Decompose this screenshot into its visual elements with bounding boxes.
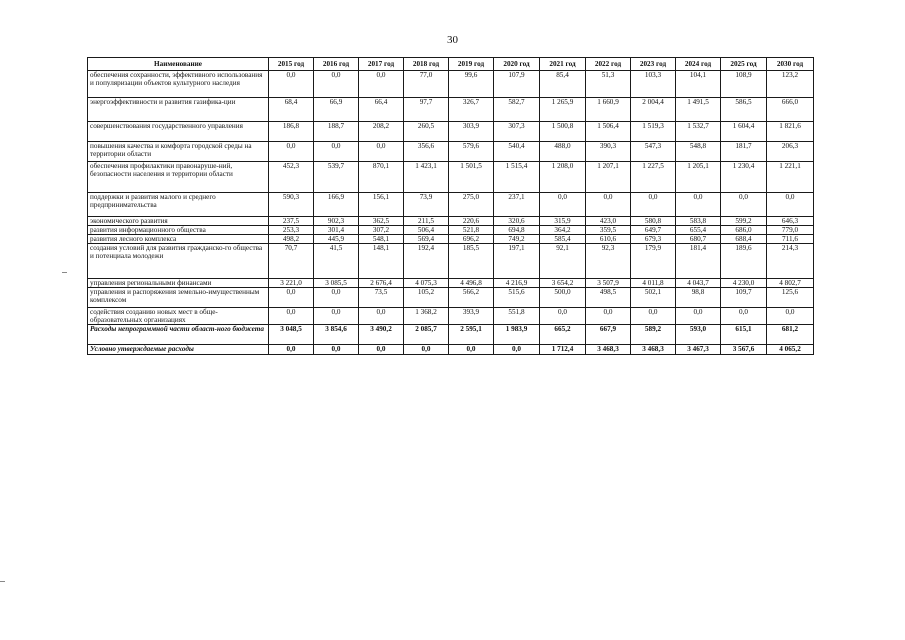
value-cell: 275,0	[449, 193, 494, 217]
value-cell: 548,8	[676, 142, 721, 162]
value-cell: 1 660,9	[586, 98, 631, 122]
value-cell: 125,6	[767, 288, 814, 308]
value-cell: 0,0	[314, 345, 359, 355]
value-cell: 73,5	[359, 288, 404, 308]
value-cell: 0,0	[767, 193, 814, 217]
value-cell: 551,8	[494, 308, 540, 325]
value-cell: 108,9	[721, 71, 767, 98]
value-cell: 681,2	[767, 325, 814, 345]
value-cell: 4 216,9	[494, 279, 540, 288]
value-cell: 0,0	[314, 71, 359, 98]
value-cell: 320,6	[494, 217, 540, 226]
value-cell: 148,1	[359, 244, 404, 279]
value-cell: 185,5	[449, 244, 494, 279]
value-cell: 105,2	[404, 288, 449, 308]
value-cell: 2 676,4	[359, 279, 404, 288]
value-cell: 0,0	[359, 308, 404, 325]
row-name-cell: управления региональными финансами	[88, 279, 269, 288]
value-cell: 189,6	[721, 244, 767, 279]
value-cell: 1 519,3	[631, 122, 676, 142]
value-cell: 566,2	[449, 288, 494, 308]
value-cell: 1 983,9	[494, 325, 540, 345]
value-cell: 667,9	[586, 325, 631, 345]
value-cell: 3 085,5	[314, 279, 359, 288]
value-cell: 0,0	[767, 308, 814, 325]
value-cell: 301,4	[314, 226, 359, 235]
value-cell: 1 515,4	[494, 162, 540, 193]
value-cell: 0,0	[269, 71, 314, 98]
value-cell: 179,9	[631, 244, 676, 279]
table-row	[88, 122, 814, 142]
value-cell: 253,3	[269, 226, 314, 235]
value-cell: 2 004,4	[631, 98, 676, 122]
row-name-cell: поддержки и развития малого и среднего предпринимательства	[88, 193, 269, 217]
value-cell: 390,3	[586, 142, 631, 162]
value-cell: 2 085,7	[404, 325, 449, 345]
table-row	[88, 162, 814, 193]
value-cell: 590,3	[269, 193, 314, 217]
value-cell: 666,0	[767, 98, 814, 122]
column-header-year: 2016 год	[314, 58, 359, 71]
row-name-cell: совершенствования государственного управления	[88, 122, 269, 142]
column-header-year: 2030 год	[767, 58, 814, 71]
value-cell: 92,1	[540, 244, 586, 279]
table-row	[88, 235, 814, 244]
value-cell: 0,0	[494, 345, 540, 355]
value-cell: 326,7	[449, 98, 494, 122]
value-cell: 181,4	[676, 244, 721, 279]
value-cell: 123,2	[767, 71, 814, 98]
value-cell: 0,0	[269, 288, 314, 308]
value-cell: 579,6	[449, 142, 494, 162]
value-cell: 70,7	[269, 244, 314, 279]
table-row	[88, 98, 814, 122]
value-cell: 539,7	[314, 162, 359, 193]
value-cell: 156,1	[359, 193, 404, 217]
value-cell: 85,4	[540, 71, 586, 98]
value-cell: 547,3	[631, 142, 676, 162]
value-cell: 181,7	[721, 142, 767, 162]
value-cell: 3 490,2	[359, 325, 404, 345]
value-cell: 3 567,6	[721, 345, 767, 355]
value-cell: 680,7	[676, 235, 721, 244]
value-cell: 1 205,1	[676, 162, 721, 193]
value-cell: 0,0	[359, 345, 404, 355]
budget-table	[87, 57, 814, 355]
column-header-year: 2017 год	[359, 58, 404, 71]
value-cell: 0,0	[314, 308, 359, 325]
value-cell: 260,5	[404, 122, 449, 142]
value-cell: 688,4	[721, 235, 767, 244]
row-name-cell: повышения качества и комфорта городской среды на территории области	[88, 142, 269, 162]
value-cell: 4 043,7	[676, 279, 721, 288]
value-cell: 694,8	[494, 226, 540, 235]
value-cell: 0,0	[314, 142, 359, 162]
value-cell: 1 500,8	[540, 122, 586, 142]
value-cell: 711,6	[767, 235, 814, 244]
table-row	[88, 226, 814, 235]
value-cell: 237,5	[269, 217, 314, 226]
value-cell: 1 532,7	[676, 122, 721, 142]
value-cell: 51,3	[586, 71, 631, 98]
value-cell: 220,6	[449, 217, 494, 226]
column-header-year: 2023 год	[631, 58, 676, 71]
value-cell: 0,0	[449, 345, 494, 355]
value-cell: 3 507,9	[586, 279, 631, 288]
value-cell: 0,0	[540, 308, 586, 325]
value-cell: 211,5	[404, 217, 449, 226]
table-row	[88, 244, 814, 279]
value-cell: 104,1	[676, 71, 721, 98]
table-row	[88, 217, 814, 226]
value-cell: 4 011,8	[631, 279, 676, 288]
value-cell: 1 821,6	[767, 122, 814, 142]
value-cell: 615,1	[721, 325, 767, 345]
value-cell: 92,3	[586, 244, 631, 279]
row-name-cell: экономического развития	[88, 217, 269, 226]
row-name-cell: обеспечения профилактики правонаруше-ний, безопасности населения и территории области	[88, 162, 269, 193]
value-cell: 3 654,2	[540, 279, 586, 288]
value-cell: 192,4	[404, 244, 449, 279]
value-cell: 0,0	[269, 345, 314, 355]
value-cell: 356,6	[404, 142, 449, 162]
value-cell: 0,0	[359, 71, 404, 98]
value-cell: 1 506,4	[586, 122, 631, 142]
row-name-cell: создания условий для развития гражданско-го общества и потенциала молодежи	[88, 244, 269, 279]
value-cell: 423,0	[586, 217, 631, 226]
value-cell: 1 221,1	[767, 162, 814, 193]
value-cell: 3 048,5	[269, 325, 314, 345]
row-name-cell: обеспечения сохранности, эффективного использования и популяризации объектов культурного наследия	[88, 71, 269, 98]
table-row	[88, 142, 814, 162]
row-name-cell: энергоэффективности и развития газифика-ции	[88, 98, 269, 122]
budget-table-container	[87, 57, 813, 355]
value-cell: 315,9	[540, 217, 586, 226]
column-header-year: 2022 год	[586, 58, 631, 71]
value-cell: 197,1	[494, 244, 540, 279]
value-cell: 4 802,7	[767, 279, 814, 288]
row-name-cell: управления и распоряжения земельно-имущественным комплексом	[88, 288, 269, 308]
row-name-cell: развития лесного комплекса	[88, 235, 269, 244]
value-cell: 307,3	[494, 122, 540, 142]
value-cell: 66,4	[359, 98, 404, 122]
value-cell: 3 468,3	[631, 345, 676, 355]
value-cell: 646,3	[767, 217, 814, 226]
value-cell: 0,0	[631, 193, 676, 217]
value-cell: 686,0	[721, 226, 767, 235]
value-cell: 870,1	[359, 162, 404, 193]
value-cell: 0,0	[586, 193, 631, 217]
value-cell: 0,0	[269, 142, 314, 162]
page-number: 30	[447, 34, 458, 46]
value-cell: 359,5	[586, 226, 631, 235]
value-cell: 77,0	[404, 71, 449, 98]
table-body	[88, 71, 814, 355]
value-cell: 655,4	[676, 226, 721, 235]
table-header-row	[88, 58, 814, 71]
value-cell: 589,2	[631, 325, 676, 345]
value-cell: 665,2	[540, 325, 586, 345]
value-cell: 1 368,2	[404, 308, 449, 325]
column-header-year: 2021 год	[540, 58, 586, 71]
value-cell: 540,4	[494, 142, 540, 162]
value-cell: 2 595,1	[449, 325, 494, 345]
value-cell: 593,0	[676, 325, 721, 345]
table-row	[88, 71, 814, 98]
value-cell: 0,0	[586, 308, 631, 325]
value-cell: 902,3	[314, 217, 359, 226]
value-cell: 186,8	[269, 122, 314, 142]
row-name-cell: Расходы непрограммной части област-ного бюджета	[88, 325, 269, 345]
value-cell: 580,8	[631, 217, 676, 226]
value-cell: 515,6	[494, 288, 540, 308]
value-cell: 364,2	[540, 226, 586, 235]
column-header-year: 2018 год	[404, 58, 449, 71]
column-header-name: Наименование	[88, 58, 269, 71]
value-cell: 1 604,4	[721, 122, 767, 142]
value-cell: 0,0	[676, 193, 721, 217]
value-cell: 0,0	[676, 308, 721, 325]
value-cell: 66,9	[314, 98, 359, 122]
value-cell: 0,0	[359, 142, 404, 162]
value-cell: 208,2	[359, 122, 404, 142]
value-cell: 99,6	[449, 71, 494, 98]
row-name-cell: Условно утверждаемые расходы	[88, 345, 269, 355]
value-cell: 1 265,9	[540, 98, 586, 122]
value-cell: 1 207,1	[586, 162, 631, 193]
value-cell: 1 208,0	[540, 162, 586, 193]
value-cell: 779,0	[767, 226, 814, 235]
value-cell: 4 496,8	[449, 279, 494, 288]
value-cell: 4 230,0	[721, 279, 767, 288]
value-cell: 0,0	[631, 308, 676, 325]
value-cell: 502,1	[631, 288, 676, 308]
value-cell: 3 854,6	[314, 325, 359, 345]
value-cell: 214,3	[767, 244, 814, 279]
margin-mark	[62, 272, 67, 273]
value-cell: 498,5	[586, 288, 631, 308]
value-cell: 569,4	[404, 235, 449, 244]
table-row	[88, 325, 814, 345]
value-cell: 3 221,0	[269, 279, 314, 288]
value-cell: 521,8	[449, 226, 494, 235]
value-cell: 97,7	[404, 98, 449, 122]
value-cell: 107,9	[494, 71, 540, 98]
value-cell: 599,2	[721, 217, 767, 226]
value-cell: 749,2	[494, 235, 540, 244]
value-cell: 1 423,1	[404, 162, 449, 193]
value-cell: 0,0	[721, 193, 767, 217]
column-header-year: 2015 год	[269, 58, 314, 71]
value-cell: 610,6	[586, 235, 631, 244]
margin-mark	[0, 581, 5, 582]
value-cell: 303,9	[449, 122, 494, 142]
value-cell: 445,9	[314, 235, 359, 244]
column-header-year: 2020 год	[494, 58, 540, 71]
value-cell: 3 468,3	[586, 345, 631, 355]
value-cell: 109,7	[721, 288, 767, 308]
value-cell: 0,0	[269, 308, 314, 325]
value-cell: 1 227,5	[631, 162, 676, 193]
value-cell: 452,3	[269, 162, 314, 193]
row-name-cell: содействия созданию новых мест в обще-образовательных организациях	[88, 308, 269, 325]
table-row	[88, 308, 814, 325]
value-cell: 506,4	[404, 226, 449, 235]
column-header-year: 2025 год	[721, 58, 767, 71]
row-name-cell: развития информационного общества	[88, 226, 269, 235]
value-cell: 206,3	[767, 142, 814, 162]
value-cell: 500,0	[540, 288, 586, 308]
table-row	[88, 279, 814, 288]
value-cell: 237,1	[494, 193, 540, 217]
value-cell: 4 075,3	[404, 279, 449, 288]
value-cell: 41,5	[314, 244, 359, 279]
value-cell: 393,9	[449, 308, 494, 325]
column-header-year: 2024 год	[676, 58, 721, 71]
value-cell: 0,0	[540, 193, 586, 217]
value-cell: 4 065,2	[767, 345, 814, 355]
value-cell: 103,3	[631, 71, 676, 98]
value-cell: 1 712,4	[540, 345, 586, 355]
table-row	[88, 288, 814, 308]
value-cell: 585,4	[540, 235, 586, 244]
column-header-year: 2019 год	[449, 58, 494, 71]
value-cell: 3 467,3	[676, 345, 721, 355]
value-cell: 0,0	[404, 345, 449, 355]
value-cell: 1 501,5	[449, 162, 494, 193]
value-cell: 498,2	[269, 235, 314, 244]
value-cell: 583,8	[676, 217, 721, 226]
value-cell: 488,0	[540, 142, 586, 162]
table-row	[88, 193, 814, 217]
table-row	[88, 345, 814, 355]
value-cell: 649,7	[631, 226, 676, 235]
value-cell: 696,2	[449, 235, 494, 244]
value-cell: 68,4	[269, 98, 314, 122]
value-cell: 1 491,5	[676, 98, 721, 122]
value-cell: 73,9	[404, 193, 449, 217]
value-cell: 548,1	[359, 235, 404, 244]
value-cell: 586,5	[721, 98, 767, 122]
value-cell: 679,3	[631, 235, 676, 244]
value-cell: 188,7	[314, 122, 359, 142]
value-cell: 0,0	[314, 288, 359, 308]
value-cell: 582,7	[494, 98, 540, 122]
value-cell: 362,5	[359, 217, 404, 226]
value-cell: 307,2	[359, 226, 404, 235]
value-cell: 0,0	[721, 308, 767, 325]
value-cell: 166,9	[314, 193, 359, 217]
value-cell: 1 230,4	[721, 162, 767, 193]
value-cell: 98,8	[676, 288, 721, 308]
